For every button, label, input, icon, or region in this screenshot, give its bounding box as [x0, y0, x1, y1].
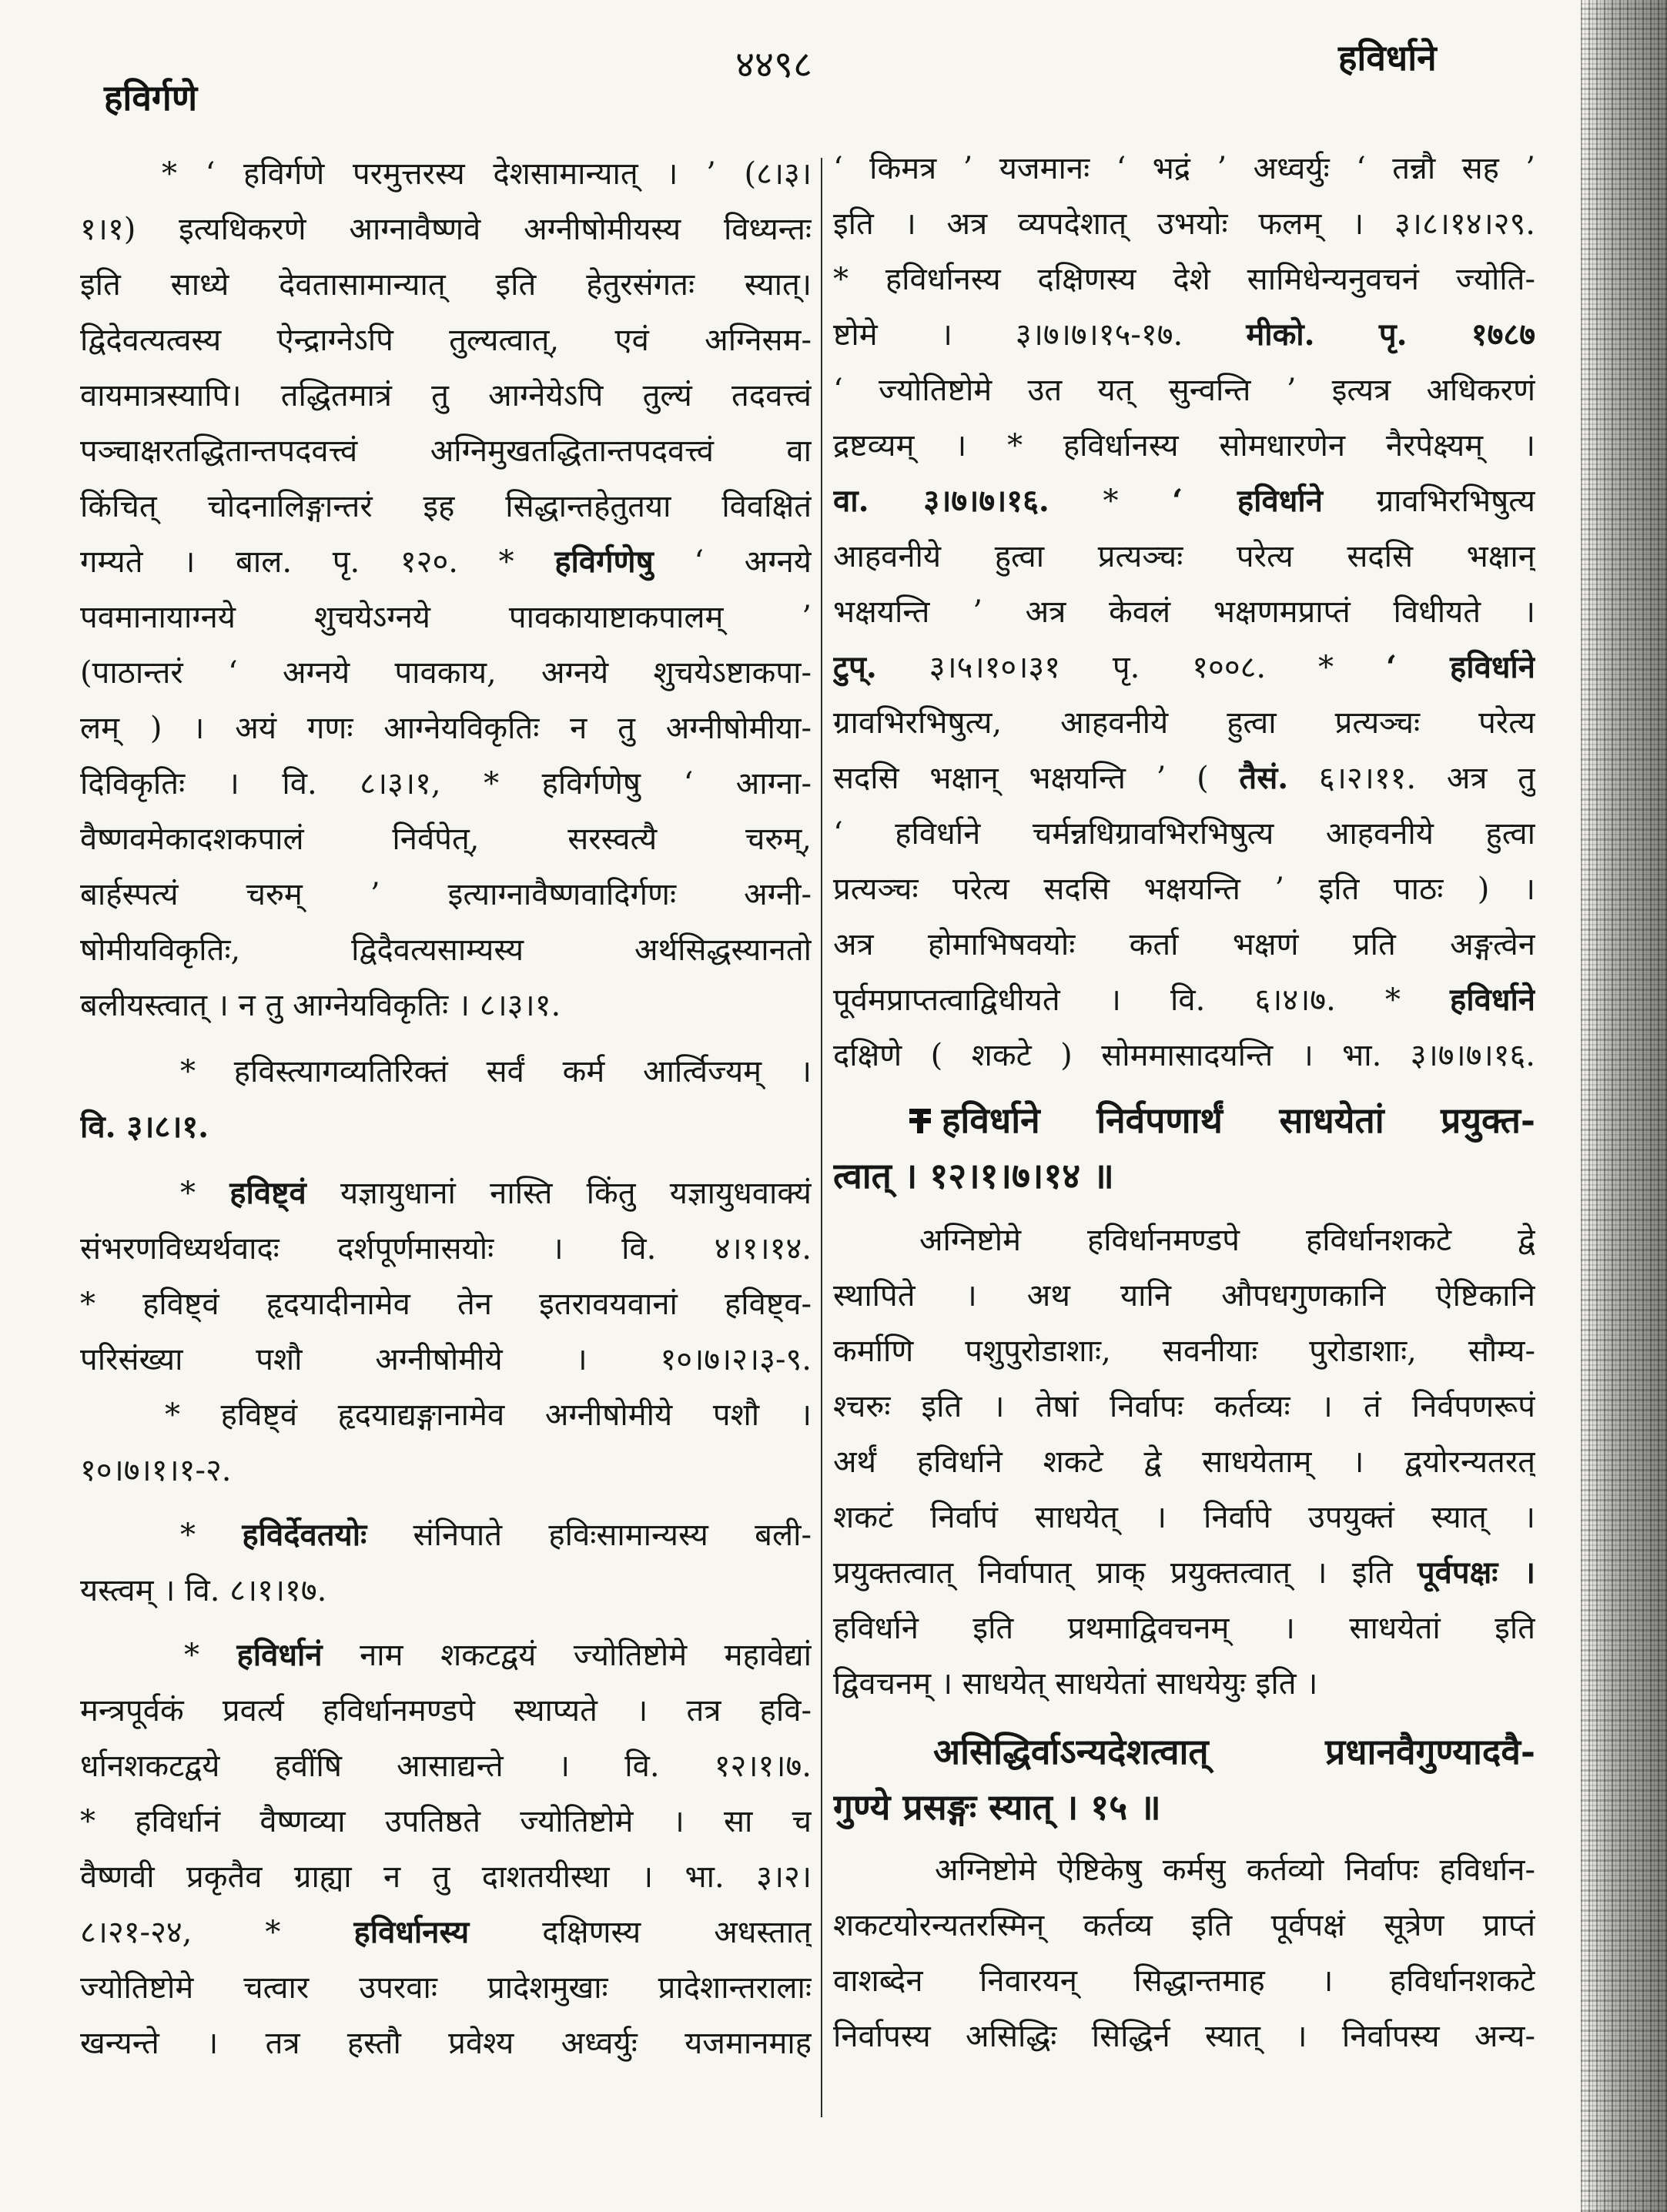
text-run: ‘ अग्नये: [653, 544, 812, 580]
text-line: [80, 645, 812, 701]
running-head-right: हविर्धाने: [1338, 37, 1437, 79]
sutra-heading-line: [833, 1779, 1535, 1835]
line-content: [833, 584, 1535, 640]
text-run: बार्हस्पत्यं चरुम् ’ इत्याग्नावैष्णवादिर्गणः अग्नी-: [80, 877, 812, 912]
text-run: खन्यन्ते । तत्र हस्तौ प्रवेश्य अध्वर्युः यजमानमाह: [80, 2026, 812, 2061]
text-run: निर्वापस्य असिद्धिः सिद्धिर्न स्यात् । निर्वापस्य अन्य-: [833, 2019, 1535, 2054]
line-content: [80, 867, 812, 922]
line-content: [165, 1387, 812, 1443]
text-line: [80, 867, 812, 922]
text-run: १।१) इत्यधिकरणे आग्नावैष्णवे अग्नीषोमीयस्य विध्यन्तः: [80, 212, 812, 247]
text-line: [833, 1213, 1535, 1268]
text-run: वाशब्देन निवारयन् सिद्धान्तमाह । हविर्धानशकटे: [833, 1963, 1535, 1999]
text-line: [833, 1490, 1535, 1545]
line-content: [80, 978, 561, 1033]
line-content: [80, 812, 812, 867]
text-run: गम्यते । बाल. पृ. १२०. *: [80, 544, 555, 580]
text-line: [80, 257, 812, 313]
headword: वि. ३।८।१.: [80, 1109, 209, 1145]
text-line: [80, 756, 812, 812]
line-content: [833, 2009, 1535, 2064]
text-line: [80, 1221, 812, 1277]
line-content: [935, 1842, 1535, 1898]
text-line: [833, 1898, 1535, 1953]
text-run: द्रष्टव्यम् । * हविर्धानस्य सोमधारणेन नैरपेक्ष्यम् ।: [833, 428, 1535, 463]
text-run: श्चरुः इति । तेषां निर्वापः कर्तव्यः । तं निर्वपणरूपं: [833, 1389, 1535, 1424]
text-line: [833, 1656, 1535, 1712]
text-line: [833, 695, 1535, 751]
text-run: * ‘ हविर्गणे परमुत्तरस्य देशसामान्यात् । ’ (८।३।: [162, 156, 812, 192]
text-line: [80, 2016, 812, 2071]
text-line: [80, 1508, 812, 1563]
text-run: प्रत्यञ्चः परेत्य सदसि भक्षयन्ति ’ इति पाठः ) ।: [833, 872, 1535, 907]
text-line: [833, 474, 1535, 529]
text-line: [833, 1379, 1535, 1434]
line-content: [833, 751, 1535, 806]
text-line: [833, 418, 1535, 474]
sutra-heading-line: [833, 1724, 1535, 1779]
text-run: ग्रावभिरभिषुत्य, आहवनीये हुत्वा प्रत्यञ्चः परेत्य: [833, 705, 1535, 741]
line-content: [833, 1490, 1535, 1545]
text-run: * हविष्ट्वं हृदयाद्यङ्गानामेव अग्नीषोमीये पशौ ।: [165, 1397, 812, 1433]
text-line: [80, 978, 812, 1033]
text-run: वैष्णवी प्रकृतैव ग्राह्या न तु दाशतयीस्था । भा. ३।२।: [80, 1859, 812, 1895]
text-run: ६।२।११. अत्र तु: [1288, 761, 1535, 796]
text-line: [80, 313, 812, 368]
line-content: [833, 307, 1535, 363]
text-run: स्थापिते । अथ यानि औपधगुणकानि ऐष्टिकानि: [833, 1278, 1535, 1313]
line-content: [80, 479, 812, 534]
text-line: [833, 1324, 1535, 1379]
text-run: ष्टोमे । ३।७।७।१५-१७.: [833, 317, 1247, 353]
text-run: बलीयस्त्वात् । न तु आग्नेयविकृतिः । ८।३।१.: [80, 988, 561, 1023]
line-content: [80, 257, 812, 313]
text-line: [80, 1044, 812, 1099]
line-content: [833, 1379, 1535, 1434]
line-content: [80, 1099, 209, 1155]
text-line: [833, 862, 1535, 917]
text-line: [80, 1628, 812, 1683]
text-line: [80, 1443, 812, 1498]
sutra-heading-line: [833, 1093, 1535, 1148]
column-divider: [821, 158, 822, 2117]
line-content: [833, 363, 1535, 418]
text-line: [833, 1545, 1535, 1601]
text-line: [833, 363, 1535, 418]
line-content: [833, 196, 1535, 252]
headword: गुण्ये प्रसङ्गः स्यात् । १५ ॥: [833, 1786, 1161, 1828]
headword: तैसं.: [1239, 760, 1289, 796]
sutra-heading-line: [833, 1148, 1535, 1203]
text-run: १०।७।१।१-२.: [80, 1453, 232, 1488]
line-content: [184, 1628, 812, 1683]
line-content: [833, 806, 1535, 862]
text-line: [833, 252, 1535, 307]
running-head-left: हविर्गणे: [104, 77, 198, 119]
line-content: [80, 202, 812, 257]
line-content: [833, 529, 1535, 584]
line-content: [80, 2016, 812, 2071]
line-content: [833, 1434, 1535, 1490]
text-run: वायमात्रस्यापि। तद्धितमात्रं तु आग्नेयेऽपि तुल्यं तदवत्त्वं: [80, 378, 812, 413]
line-content: [906, 1093, 1535, 1148]
text-run: शकटयोरन्यतरस्मिन् कर्तव्य इति पूर्वपक्षं सूत्रेण प्राप्तं: [833, 1908, 1535, 1943]
text-run: दिविकृतिः । वि. ८।३।१, * हविर्गणेषु ‘ आग्ना-: [80, 766, 812, 801]
text-run: भक्षयन्ति ’ अत्र केवलं भक्षणमप्राप्तं विधीयते ।: [833, 594, 1535, 630]
line-content: [80, 1563, 326, 1618]
text-line: [80, 590, 812, 645]
text-line: [833, 972, 1535, 1028]
line-content: [833, 862, 1535, 917]
text-run: ‘ ज्योतिष्टोमे उत यत् सुन्वन्ति ’ इत्यत्र अधिकरणं: [833, 373, 1535, 408]
text-line: [833, 584, 1535, 640]
line-content: [80, 1794, 812, 1849]
text-line: [80, 423, 812, 479]
text-line: [833, 2009, 1535, 2064]
line-content: [833, 418, 1535, 474]
text-run: *: [1049, 484, 1173, 519]
text-run: द्विदेवत्यत्वस्य ऐन्द्राग्नेऽपि तुल्यत्वात्, एवं अग्निसम-: [80, 323, 812, 358]
line-content: [833, 1656, 1317, 1712]
headword: हविर्धानस्य: [353, 1914, 470, 1950]
text-run: * हविर्धानं वैष्णव्या उपतिष्ठते ज्योतिष्टोमे । सा च: [80, 1804, 812, 1839]
text-line: [833, 806, 1535, 862]
text-run: संभरणविध्यर्थवादः दर्शपूर्णमासयोः । वि. ४।१।१४.: [80, 1231, 812, 1267]
text-run: लम् ) । अयं गणः आग्नेयविकृतिः न तु अग्नीषोमीया-: [80, 711, 812, 746]
text-run: ‘ किमत्र ’ यजमानः ‘ भद्रं ’ अध्वर्युः ‘ तन्नौ सह ’: [833, 151, 1535, 186]
text-line: [833, 917, 1535, 972]
text-run: ग्रावभिरभिषुत्य: [1322, 484, 1535, 519]
line-content: [80, 645, 812, 701]
text-line: [833, 751, 1535, 806]
text-line: [833, 196, 1535, 252]
line-content: [80, 1443, 232, 1498]
headword: असिद्धिर्वाऽन्यदेशत्वात् प्रधानवैगुण्यादवै-: [933, 1731, 1535, 1772]
text-run: ८।२१-२४, *: [80, 1915, 354, 1950]
text-line: [833, 1268, 1535, 1324]
text-run: पञ्चाक्षरतद्धितान्तपदवत्त्वं अग्निमुखतद्धितान्तपदवत्त्वं वा: [80, 433, 812, 469]
line-content: [162, 146, 812, 202]
headword: हविर्धाने निर्वपणार्थं साधयेतां प्रयुक्त-: [942, 1099, 1535, 1141]
text-run: पूर्वमप्राप्तत्वाद्विधीयते । वि. ६।४।७. *: [833, 982, 1450, 1018]
text-run: इति साध्ये देवतासामान्यात् इति हेतुरसंगतः स्यात्।: [80, 267, 812, 303]
page-number: ४४९८: [735, 43, 812, 86]
text-run: * हविस्त्यागव्यतिरिक्तं सर्वं कर्म आर्त्विज्यम् ।: [180, 1054, 812, 1089]
text-run: आहवनीये हुत्वा प्रत्यञ्चः परेत्य सदसि भक्षान्: [833, 539, 1535, 574]
line-content: [833, 640, 1535, 695]
text-run: ज्योतिष्टोमे चत्वार उपरवाः प्रादेशमुखाः प्रादेशान्तरालाः: [80, 1970, 812, 2006]
text-run: परिसंख्या पशौ अग्नीषोमीये । १०।७।२।३-९.: [80, 1342, 812, 1377]
text-run: संनिपाते हविःसामान्यस्य बली-: [367, 1518, 812, 1553]
text-line: [80, 202, 812, 257]
text-run: कर्माणि पशुपुरोडाशाः, सवनीयाः पुरोडाशाः, सौम्य-: [833, 1334, 1535, 1369]
text-run: (पाठान्तरं ‘ अग्नये पावकाय, अग्नये शुचयेऽष्टाकपा-: [80, 655, 812, 691]
headword: ‘ हविर्धाने: [1172, 483, 1323, 519]
text-run: दक्षिणे ( शकटे ) सोममासादयन्ति । भा. ३।७।७।१६.: [833, 1038, 1535, 1073]
line-content: [833, 1953, 1535, 2009]
text-run: किंचित् चोदनालिङ्गान्तरं इह सिद्धान्तहेतुतया विवक्षितं: [80, 489, 812, 524]
text-run: अग्निष्टोमे हविर्धानमण्डपे हविर्धानशकटे द्वे: [919, 1223, 1535, 1258]
text-run: नाम शकटद्वयं ज्योतिष्टोमे महावेद्यां: [322, 1638, 812, 1673]
text-run: ३।५।१०।३१ पृ. १००८. *: [876, 650, 1386, 685]
text-run: ‘ हविर्धाने चर्मन्नधिग्रावभिरभिषुत्य आहवनीये हुत्वा: [833, 816, 1535, 852]
line-content: [180, 1508, 812, 1563]
line-content: [80, 756, 812, 812]
line-content: [80, 1738, 812, 1794]
right-column: [833, 141, 1535, 2135]
text-run: अर्थं हविर्धाने शकटे द्वे साधयेताम् । द्वयोरन्यतरत्: [833, 1444, 1535, 1480]
text-line: [80, 368, 812, 423]
line-content: [80, 590, 812, 645]
line-content: [80, 1683, 812, 1738]
text-run: प्रयुक्तत्वात् निर्वापात् प्राक् प्रयुक्तत्वात् । इति: [833, 1555, 1418, 1591]
line-content: [833, 1779, 1161, 1835]
line-content: [833, 141, 1535, 196]
text-run: अग्निष्टोमे ऐष्टिकेषु कर्मसु कर्तव्यो निर्वापः हविर्धान-: [935, 1852, 1535, 1888]
text-line: [833, 1601, 1535, 1656]
text-line: [80, 1166, 812, 1221]
text-line: [833, 1842, 1535, 1898]
headword: टुप्.: [833, 649, 877, 685]
text-line: [833, 1434, 1535, 1490]
text-line: [80, 701, 812, 756]
text-run: यज्ञायुधानां नास्ति किंतु यज्ञायुधवाक्यं: [306, 1176, 812, 1211]
line-content: [80, 1332, 812, 1387]
line-content: [833, 1601, 1535, 1656]
text-line: [833, 640, 1535, 695]
text-line: [80, 1905, 812, 1960]
text-line: [80, 146, 812, 202]
line-content: [833, 1148, 1114, 1203]
line-content: [80, 1849, 812, 1905]
text-run: पवमानायाग्नये शुचयेऽग्नये पावकायाष्टाकपालम् ’: [80, 600, 812, 635]
text-line: [833, 307, 1535, 363]
text-line: [80, 534, 812, 590]
text-line: [80, 1683, 812, 1738]
line-content: [80, 368, 812, 423]
scan-edge-noise: [1581, 0, 1667, 2212]
line-content: [180, 1044, 812, 1099]
line-content: [80, 1277, 812, 1332]
line-content: [80, 1960, 812, 2016]
text-line: [80, 1849, 812, 1905]
headword: वा. ३।७।७।१६.: [833, 483, 1049, 519]
headword: हविर्धाने: [1450, 982, 1535, 1018]
text-line: [833, 141, 1535, 196]
line-content: [833, 1268, 1535, 1324]
headword: पूर्वपक्षः ।: [1417, 1554, 1535, 1591]
line-content: [833, 1898, 1535, 1953]
text-line: [80, 922, 812, 978]
line-content: [80, 534, 812, 590]
line-content: [933, 1724, 1535, 1779]
headword: त्वात् । १२।१।७।१४ ॥: [833, 1155, 1114, 1196]
text-line: [80, 479, 812, 534]
line-content: [833, 1545, 1535, 1601]
text-line: [80, 1332, 812, 1387]
text-line: [833, 529, 1535, 584]
headword: हविर्गणेषु: [554, 544, 654, 580]
left-column: [80, 146, 812, 2133]
text-run: अत्र होमाभिषवयोः कर्ता भक्षणं प्रति अङ्गत्वेन: [833, 927, 1535, 962]
text-run: इति । अत्र व्यपदेशात् उभयोः फलम् । ३।८।१४।२९.: [833, 206, 1535, 242]
text-line: [80, 1099, 812, 1155]
text-run: सदसि भक्षान् भक्षयन्ति ’ (: [833, 761, 1240, 796]
line-content: [80, 922, 812, 978]
text-line: [80, 1563, 812, 1618]
text-line: [80, 1960, 812, 2016]
headword: मीको. पृ. १७८७: [1246, 316, 1535, 353]
line-content: [180, 1166, 812, 1221]
text-line: [80, 1277, 812, 1332]
sutra-mark-icon: [906, 1105, 934, 1137]
text-run: षोमीयविकृतिः, द्विदैवत्यसाम्यस्य अर्थसिद्धस्यानतो: [80, 932, 812, 968]
text-line: [80, 1794, 812, 1849]
line-content: [833, 972, 1535, 1028]
text-run: मन्त्रपूर्वकं प्रवर्त्य हविर्धानमण्डपे स्थाप्यते । तत्र हवि-: [80, 1693, 812, 1728]
line-content: [80, 1221, 812, 1277]
text-run: * हविष्ट्वं हृदयादीनामेव तेन इतरावयवानां हविष्ट्व-: [80, 1287, 812, 1322]
text-run: दक्षिणस्य अधस्तात्: [469, 1915, 812, 1950]
text-run: शकटं निर्वापं साधयेत् । निर्वापे उपयुक्तं स्यात् ।: [833, 1500, 1535, 1535]
text-line: [833, 1028, 1535, 1083]
headword: हविर्धानं: [236, 1637, 323, 1673]
line-content: [833, 474, 1535, 529]
text-line: [833, 1953, 1535, 2009]
text-run: *: [180, 1518, 243, 1553]
line-content: [919, 1213, 1535, 1268]
line-content: [80, 1905, 812, 1960]
text-line: [80, 812, 812, 867]
line-content: [833, 1324, 1535, 1379]
text-run: *: [180, 1176, 230, 1211]
line-content: [833, 252, 1535, 307]
line-content: [833, 917, 1535, 972]
headword: हविर्देवतयोः: [242, 1517, 367, 1553]
text-run: र्धानशकटद्वये हवींषि आसाद्यन्ते । वि. १२।१।७.: [80, 1749, 812, 1784]
text-run: यस्त्वम् । वि. ८।१।१७.: [80, 1573, 327, 1608]
text-line: [80, 1738, 812, 1794]
line-content: [80, 701, 812, 756]
text-run: * हविर्धानस्य दक्षिणस्य देशे सामिधेन्यनुवचनं ज्योति-: [833, 262, 1535, 297]
text-run: हविर्धाने इति प्रथमाद्विवचनम् । साधयेतां इति: [833, 1611, 1535, 1646]
text-line: [80, 1387, 812, 1443]
line-content: [80, 423, 812, 479]
text-run: *: [184, 1638, 237, 1673]
text-run: वैष्णवमेकादशकपालं निर्वपेत्, सरस्वत्यै चरुम्,: [80, 822, 812, 857]
headword: ‘ हविर्धाने: [1385, 649, 1535, 685]
text-run: द्विवचनम् । साधयेत् साधयेतां साधयेयुः इति ।: [833, 1666, 1318, 1702]
line-content: [833, 695, 1535, 751]
headword: हविष्ट्वं: [229, 1175, 306, 1211]
line-content: [80, 313, 812, 368]
line-content: [833, 1028, 1535, 1083]
